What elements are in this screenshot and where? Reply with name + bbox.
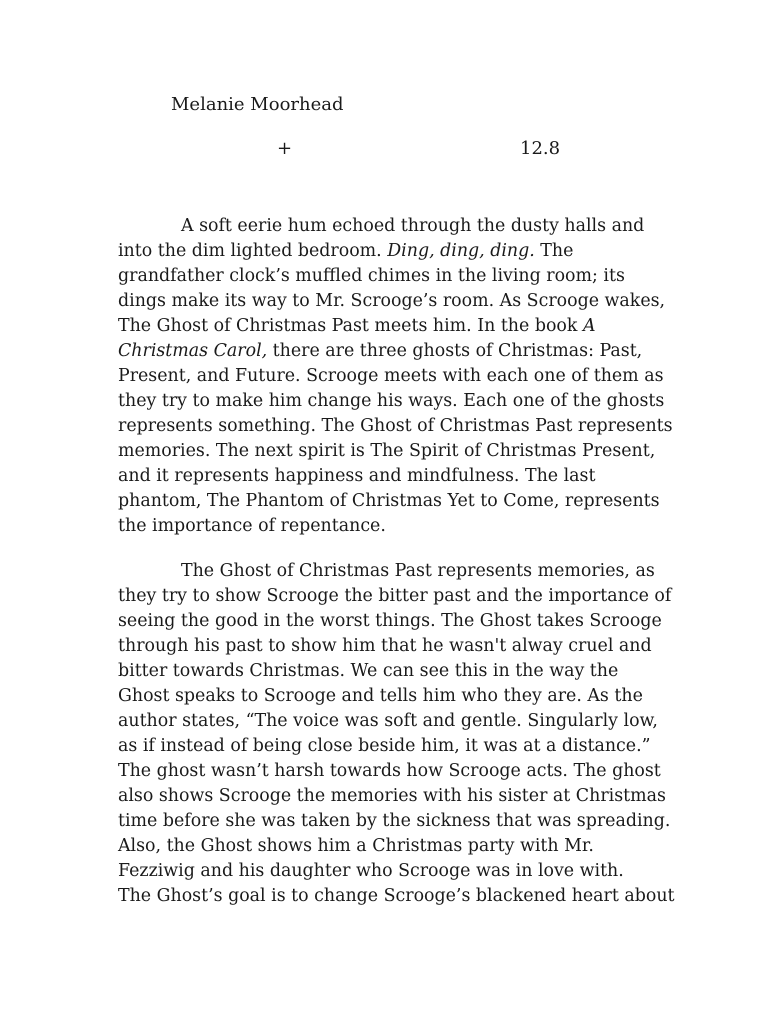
text-line: Also, the Ghost shows him a Christmas party with Mr.	[118, 836, 594, 856]
essay-body	[118, 214, 678, 909]
text-line	[118, 239, 678, 264]
text-line: A soft eerie hum echoed through the dusty halls and	[181, 216, 645, 236]
paragraph-1	[118, 214, 678, 539]
text-line: The ghost wasn’t harsh towards how Scrooge acts. The ghost	[118, 761, 661, 781]
text-line: Ghost speaks to Scrooge and tells him who they are. As the	[118, 686, 643, 706]
header-symbol: +	[277, 138, 293, 159]
text-span: there are three ghosts of Christmas: Past,	[267, 341, 643, 361]
text-line: The Ghost of Christmas Past represents memories, as	[181, 561, 655, 581]
text-line: Fezziwig and his daughter who Scrooge was in love with.	[118, 861, 624, 881]
text-line: dings make its way to Mr. Scrooge’s room. As Scrooge wakes,	[118, 291, 666, 311]
text-line: as if instead of being close beside him, it was at a distance.”	[118, 736, 651, 756]
text-line	[118, 314, 678, 339]
text-line: they try to make him change his ways. Each one of the ghosts	[118, 391, 665, 411]
paragraph-2	[118, 559, 678, 909]
italic-text: Ding, ding, ding.	[387, 241, 535, 261]
text-line: phantom, The Phantom of Christmas Yet to Come, represents	[118, 491, 660, 511]
text-line: time before she was taken by the sickness that was spreading.	[118, 811, 671, 831]
text-line: represents something. The Ghost of Christmas Past represents	[118, 416, 673, 436]
text-line: also shows Scrooge the memories with his sister at Christmas	[118, 786, 666, 806]
text-line: memories. The next spirit is The Spirit of Christmas Present,	[118, 441, 656, 461]
text-line: author states, “The voice was soft and gentle. Singularly low,	[118, 711, 658, 731]
text-line: the importance of repentance.	[118, 516, 386, 536]
text-line	[118, 339, 678, 364]
italic-text: A	[582, 316, 596, 336]
text-span: The Ghost of Christmas Past meets him. In the book	[118, 316, 583, 336]
date: 12.8	[520, 138, 561, 159]
text-line: bitter towards Christmas. We can see this in the way the	[118, 661, 619, 681]
author-name: Melanie Moorhead	[171, 94, 344, 115]
text-line: Present, and Future. Scrooge meets with each one of them as	[118, 366, 664, 386]
text-span: into the dim lighted bedroom.	[118, 241, 388, 261]
text-line: they try to show Scrooge the bitter past and the importance of	[118, 586, 672, 606]
text-span: The	[534, 241, 574, 261]
text-line: through his past to show him that he wasn't alway cruel and	[118, 636, 652, 656]
text-line: The Ghost’s goal is to change Scrooge’s blackened heart about	[118, 886, 675, 906]
text-line: seeing the good in the worst things. The Ghost takes Scrooge	[118, 611, 662, 631]
italic-text: Christmas Carol,	[118, 341, 268, 361]
text-line: grandfather clock’s muffled chimes in the living room; its	[118, 266, 625, 286]
text-line: and it represents happiness and mindfulness. The last	[118, 466, 596, 486]
paragraph-gap	[118, 539, 678, 559]
